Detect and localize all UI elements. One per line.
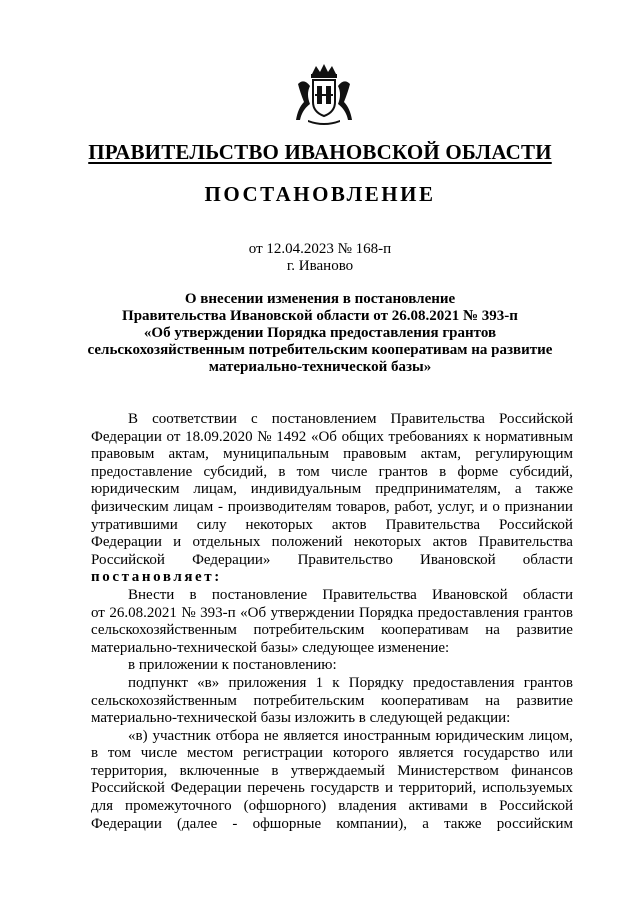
- word: о: [492, 498, 500, 515]
- word: том: [296, 463, 320, 480]
- word: числе: [330, 463, 368, 480]
- word: Российской: [91, 780, 165, 797]
- paragraph-subclause-last-line: [91, 710, 573, 728]
- paragraph-new-wording: [91, 728, 573, 834]
- word: используемых: [481, 780, 573, 797]
- word: 26.08.2021: [109, 604, 177, 621]
- word: силу: [196, 516, 227, 533]
- subject-line: О внесении изменения в постановление: [184, 291, 456, 307]
- text-line: в приложении к постановлению:: [128, 657, 337, 674]
- word: в: [439, 463, 447, 480]
- word: «в»: [197, 674, 220, 691]
- word: развитие: [516, 692, 573, 709]
- word: не: [263, 727, 279, 744]
- word: предпринимателям,: [375, 481, 501, 498]
- word: Правительства: [322, 586, 417, 603]
- paragraph-subclause: [91, 675, 573, 710]
- word: актам,: [420, 446, 462, 463]
- word: кооперативам: [381, 692, 469, 709]
- subject-line: сельскохозяйственным потребительским кооперативам на развитие: [87, 342, 553, 358]
- word: актов: [331, 516, 367, 533]
- word: правовым: [91, 446, 155, 463]
- word: Правительства: [385, 516, 480, 533]
- word: к: [332, 674, 340, 691]
- word: а: [422, 815, 429, 832]
- word: признании: [504, 498, 573, 515]
- word: иностранным: [343, 727, 431, 744]
- word: услуг,: [437, 498, 475, 515]
- word: №: [181, 604, 196, 621]
- word: в: [479, 798, 488, 815]
- word: государств: [310, 780, 380, 797]
- text-line: [91, 411, 573, 429]
- word: является: [398, 745, 454, 762]
- word: потребительским: [253, 622, 365, 639]
- word: российским: [496, 815, 573, 832]
- word: офшорные: [252, 815, 322, 832]
- word: актам,: [168, 446, 209, 463]
- word: 1: [315, 674, 324, 691]
- word: нормативным: [485, 428, 573, 445]
- word: территория,: [91, 762, 168, 779]
- word: соответствии: [152, 411, 237, 427]
- word: регулирующим: [475, 446, 573, 463]
- word: предоставления: [417, 604, 520, 621]
- word: Правительства: [390, 411, 485, 427]
- word: постановлением: [271, 411, 377, 427]
- word: 18.09.2020: [185, 428, 253, 445]
- word: кооперативам: [381, 622, 469, 639]
- word: форме: [457, 463, 499, 480]
- text-line: материально-технической базы» следующее изменение:: [91, 639, 450, 656]
- word: отбора: [215, 727, 259, 744]
- word: «в): [128, 727, 148, 744]
- word: положений: [271, 534, 343, 551]
- word: №: [257, 428, 272, 445]
- word: которого: [332, 745, 389, 762]
- word: области: [522, 551, 573, 568]
- word: числе: [140, 745, 178, 762]
- text-line: [91, 728, 573, 746]
- paragraph-legal-basis: [91, 411, 573, 569]
- word: потребительским: [253, 692, 365, 709]
- text-line: [91, 499, 573, 517]
- text-line: [91, 587, 573, 605]
- word: том: [107, 745, 131, 762]
- word: утратившими: [91, 516, 178, 533]
- word: Федерации: [91, 534, 162, 551]
- document-subject: [60, 291, 580, 376]
- word: постановление: [211, 586, 308, 603]
- word: Ивановской: [420, 551, 496, 568]
- word: от: [91, 604, 105, 621]
- word: и: [479, 498, 488, 515]
- word: работ,: [394, 498, 433, 515]
- text-line: [91, 481, 573, 499]
- word: промежуточного: [125, 798, 232, 815]
- text-line: [91, 605, 573, 623]
- word: Правительство: [297, 551, 393, 568]
- word: также: [444, 815, 482, 832]
- word: «Об: [310, 428, 337, 445]
- word: юридическим: [91, 481, 180, 498]
- word: индивидуальным: [250, 481, 362, 498]
- word: перечень: [247, 780, 305, 797]
- subject-line: материально-технической базы»: [208, 359, 432, 375]
- word: государство: [463, 745, 540, 762]
- word: юридическим: [435, 727, 524, 744]
- word: Порядку: [348, 674, 404, 691]
- word: актов: [432, 534, 468, 551]
- word: на: [485, 692, 500, 709]
- text-line: [91, 816, 573, 834]
- word: подпункт: [128, 674, 188, 691]
- word: в: [189, 586, 197, 603]
- word: утверждении: [270, 604, 355, 621]
- word: Российской: [91, 551, 165, 568]
- date-number: от 12.04.2023 № 168-п: [248, 241, 392, 257]
- word: регистрации: [242, 745, 323, 762]
- word: Правительства: [478, 534, 573, 551]
- word: лицом,: [528, 727, 573, 744]
- word: (далее: [177, 815, 218, 832]
- word: в: [278, 463, 286, 480]
- government-title: ПРАВИТЕЛЬСТВО ИВАНОВСКОЙ ОБЛАСТИ: [88, 140, 552, 164]
- word: также: [535, 481, 573, 498]
- text-line: [91, 517, 573, 535]
- word: муниципальным: [223, 446, 329, 463]
- text-line: [91, 446, 573, 464]
- word: -: [232, 815, 238, 832]
- word: некоторых: [353, 534, 422, 551]
- word: и: [385, 780, 394, 797]
- text-line: [91, 464, 573, 482]
- paragraph-appendix: [91, 657, 573, 675]
- word: грантов: [523, 604, 573, 621]
- subject-line: «Об утверждении Порядка предоставления грантов: [143, 325, 497, 341]
- word: к: [473, 428, 481, 445]
- word: владения: [338, 798, 397, 815]
- word: Федерации: [91, 815, 162, 832]
- text-line: [91, 534, 573, 552]
- word: общих: [341, 428, 384, 445]
- word: или: [549, 745, 573, 762]
- word: 1492: [276, 428, 307, 445]
- word: приложения: [228, 674, 307, 691]
- text-line: [91, 798, 573, 816]
- word: некоторых: [245, 516, 313, 533]
- word: требованиях: [388, 428, 469, 445]
- word: области: [522, 586, 573, 603]
- word: активами: [408, 798, 468, 815]
- text-line: [91, 675, 573, 693]
- word: В: [128, 411, 139, 427]
- text-line: [91, 780, 573, 798]
- text-line: [91, 763, 573, 781]
- word: грантов: [378, 463, 428, 480]
- word: Федерации: [91, 428, 162, 445]
- word: Внести: [128, 586, 175, 603]
- word: Ивановской: [431, 586, 508, 603]
- word: предоставления: [412, 674, 515, 691]
- word: лицам,: [193, 481, 237, 498]
- word: «Об: [240, 604, 267, 621]
- word: в: [271, 762, 279, 779]
- word: для: [91, 798, 114, 815]
- word: сельскохозяйственным: [91, 622, 237, 639]
- word: производителям: [227, 498, 332, 515]
- word: (офшорного): [243, 798, 327, 815]
- text-line: [91, 429, 573, 447]
- text-line: [91, 552, 573, 570]
- word: территорий,: [398, 780, 477, 797]
- subject-line: Правительства Ивановской области от 26.08.2021 № 393-п: [122, 308, 518, 324]
- city: г. Иваново: [286, 258, 354, 274]
- word: развитие: [516, 622, 573, 639]
- word: Федерации: [170, 780, 242, 797]
- word: субсидий,: [203, 463, 268, 480]
- paragraph-amendment-last-line: [91, 640, 573, 658]
- word: от: [166, 428, 181, 445]
- decrees-word: постановляет:: [91, 569, 222, 586]
- word: в: [91, 745, 99, 762]
- word: предоставление: [91, 463, 193, 480]
- word: -: [218, 498, 224, 515]
- text-line: [91, 693, 573, 711]
- coat-of-arms-icon: [294, 64, 354, 126]
- word: физическим: [91, 498, 169, 515]
- text-line: [91, 622, 573, 640]
- word: товаров,: [336, 498, 390, 515]
- word: Федерации»: [192, 551, 271, 568]
- word: местом: [186, 745, 234, 762]
- word: субсидий,: [509, 463, 573, 480]
- document-type: ПОСТАНОВЛЕНИЕ: [204, 182, 436, 206]
- word: участник: [152, 727, 211, 744]
- word: Министерством: [397, 762, 499, 779]
- word: является: [283, 727, 339, 744]
- word: компании),: [336, 815, 408, 832]
- word: финансов: [511, 762, 573, 779]
- word: отдельных: [192, 534, 261, 551]
- word: 393-п: [200, 604, 236, 621]
- word: лицам: [173, 498, 214, 515]
- word: Российской: [499, 798, 573, 815]
- word: правовым: [343, 446, 407, 463]
- word: а: [514, 481, 522, 498]
- word: грантов: [523, 674, 573, 691]
- text-line: [91, 745, 573, 763]
- document-body: [91, 411, 573, 833]
- word: и: [173, 534, 182, 551]
- word: Российской: [499, 516, 573, 533]
- word: Порядка: [359, 604, 414, 621]
- decrees-line: [91, 569, 573, 587]
- word: Российской: [499, 411, 573, 427]
- word: на: [485, 622, 500, 639]
- word: сельскохозяйственным: [91, 692, 237, 709]
- paragraph-amendment: [91, 587, 573, 640]
- word: с: [250, 411, 258, 427]
- word: включенные: [179, 762, 260, 779]
- text-line: материально-технической базы изложить в следующей редакции:: [91, 710, 511, 727]
- word: утверждаемый: [290, 762, 385, 779]
